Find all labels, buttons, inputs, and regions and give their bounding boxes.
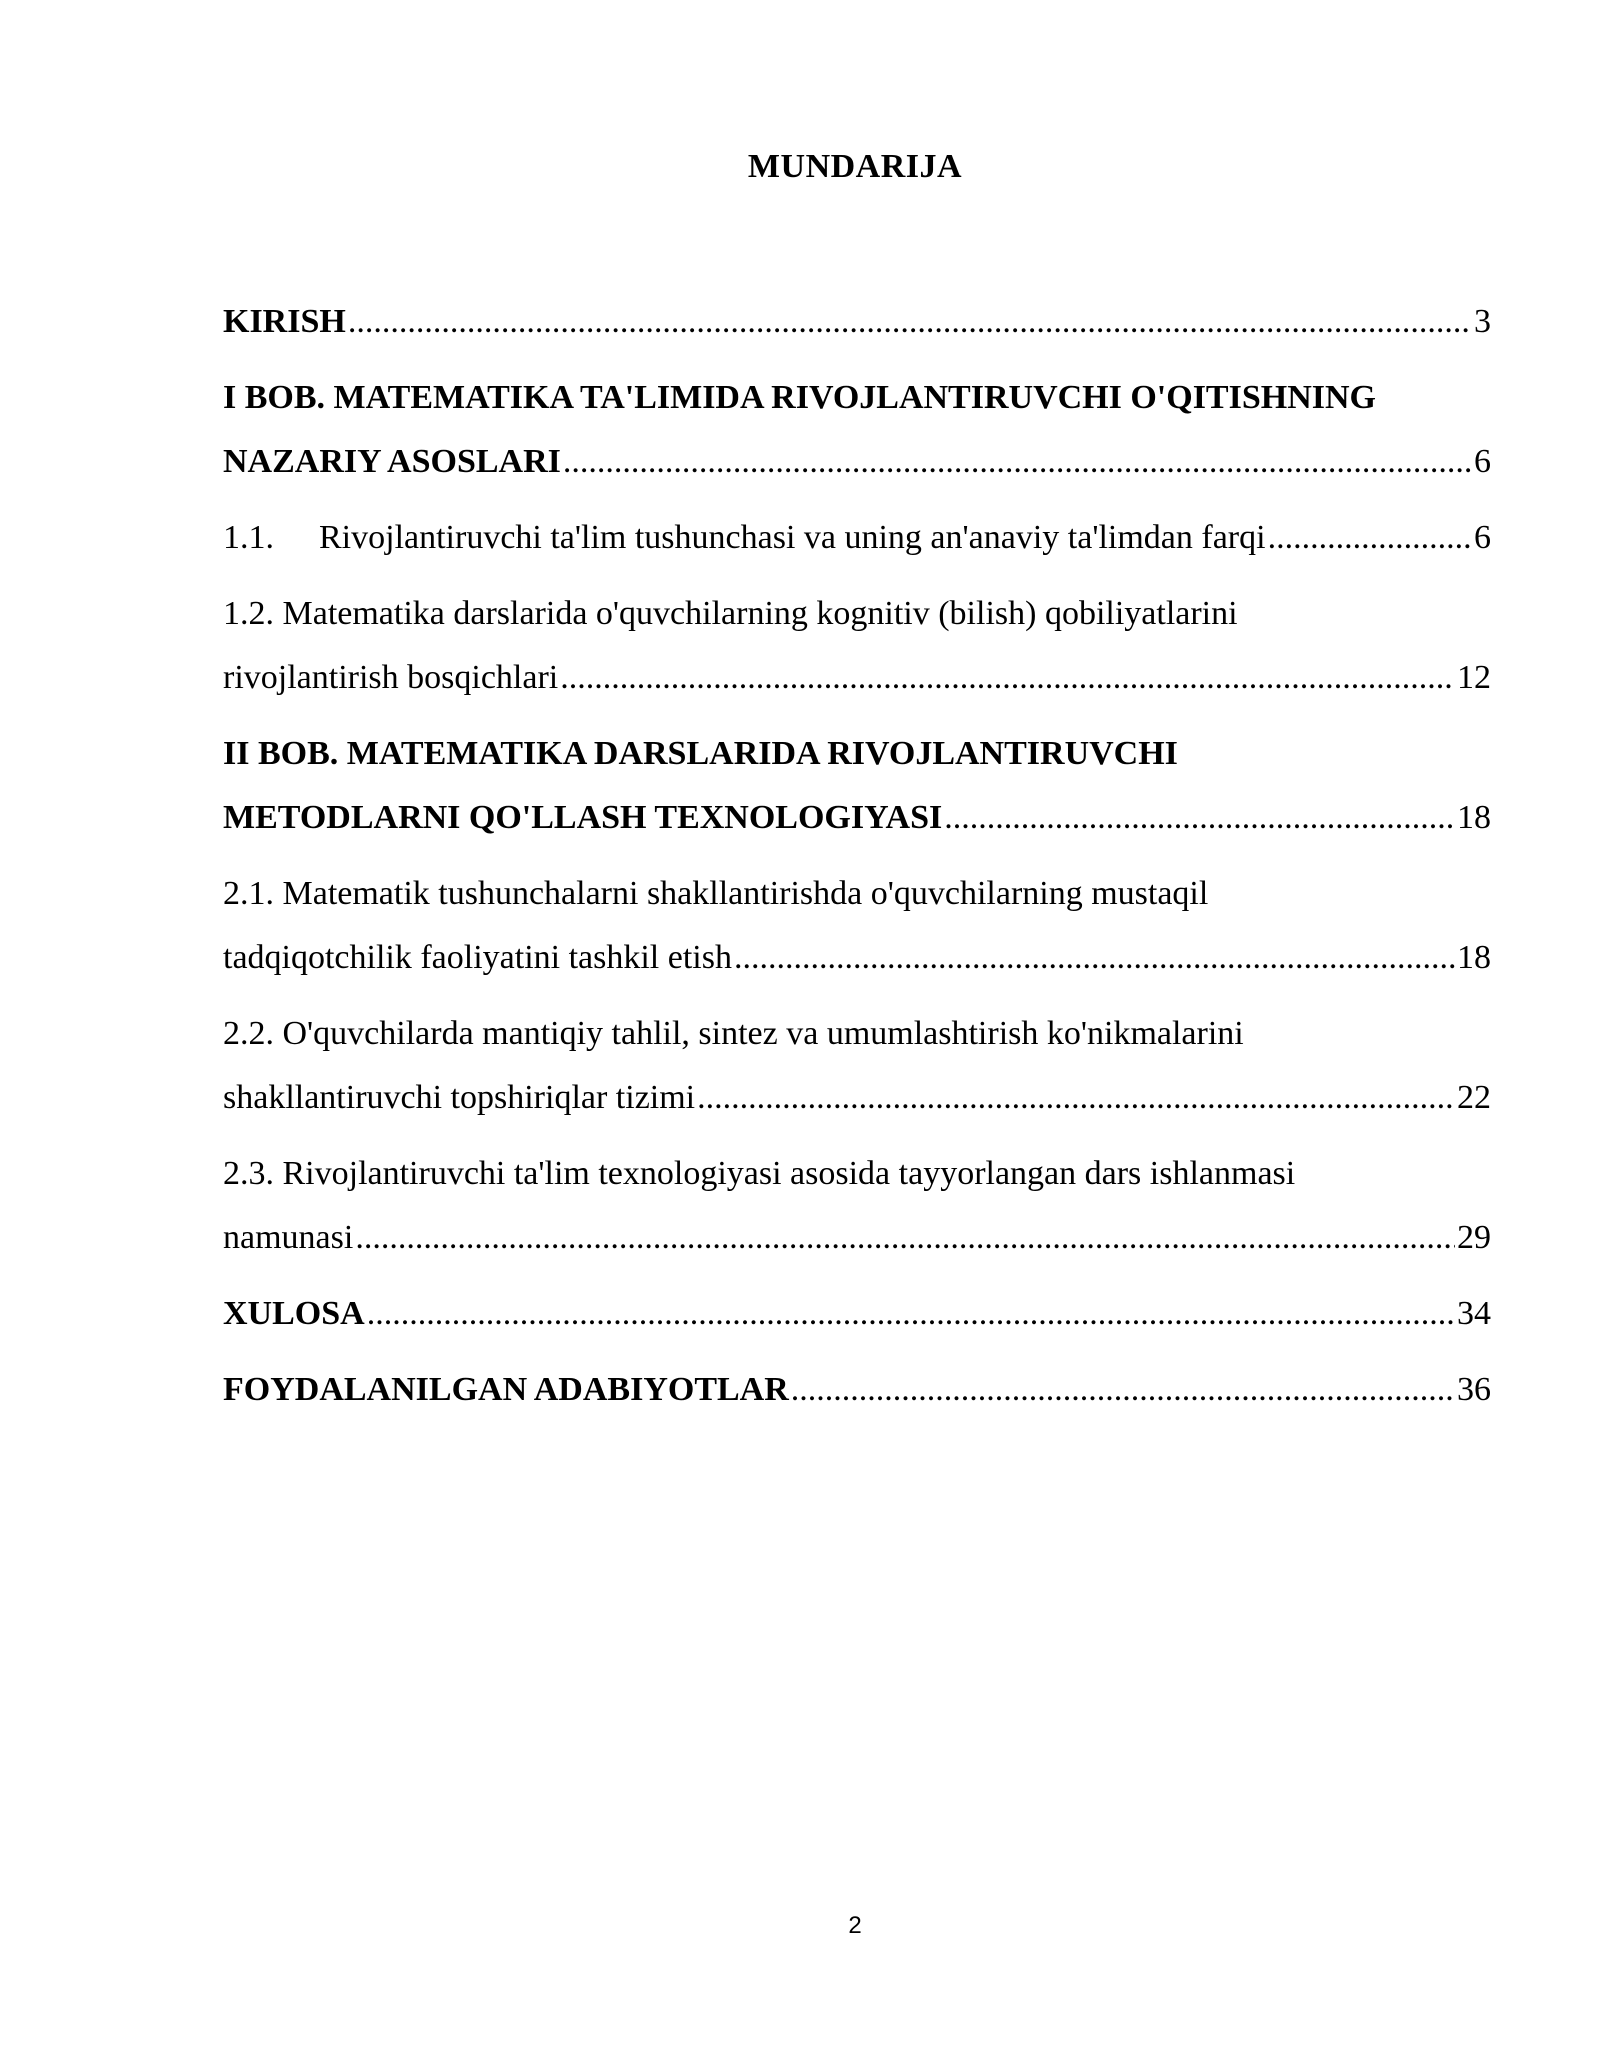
toc-page-number: 12 xyxy=(1457,659,1491,696)
toc-entry-label-line-1: 2.3. Rivojlantiruvchi ta'lim texnologiyasi asosida tayyorlangan dars ishlanmasi xyxy=(223,1155,1296,1192)
toc-entry-chapter-1[interactable] xyxy=(223,366,1491,494)
toc-entry-section-1-2[interactable] xyxy=(223,582,1491,710)
toc-entry-xulosa[interactable] xyxy=(223,1282,1491,1346)
toc-entry-section-1-1[interactable] xyxy=(223,506,1491,570)
toc-page-number: 3 xyxy=(1474,303,1491,340)
dot-leader xyxy=(355,1206,1455,1270)
toc-entry-label-line-1: 2.1. Matematik tushunchalarni shakllantirishda o'quvchilarning mustaqil xyxy=(223,875,1209,912)
dot-leader xyxy=(697,1066,1455,1130)
toc-entry-label-line-2: namunasi xyxy=(223,1219,354,1256)
toc-page-number: 18 xyxy=(1457,799,1491,836)
toc-entry-label: KIRISH xyxy=(223,303,346,340)
dot-leader xyxy=(944,786,1455,850)
toc-entry-label-line-2: rivojlantirish bosqichlari xyxy=(223,659,559,696)
toc-section-number: 1.1. xyxy=(223,519,274,556)
toc-entry-label-line-1: 2.2. O'quvchilarda mantiqiy tahlil, sintez va umumlashtirish ko'nikmalarini xyxy=(223,1015,1244,1052)
toc-page-number: 6 xyxy=(1474,519,1491,556)
toc-page-number: 36 xyxy=(1457,1371,1491,1408)
dot-leader xyxy=(563,430,1472,494)
dot-leader xyxy=(348,290,1472,354)
table-of-contents xyxy=(223,290,1491,1422)
toc-entry-label-line-2: METODLARNI QO'LLASH TEXNOLOGIYASI xyxy=(223,799,943,836)
toc-page-number: 34 xyxy=(1457,1295,1491,1332)
dot-leader xyxy=(734,926,1455,990)
toc-entry-label-line-1: I BOB. MATEMATIKA TA'LIMIDA RIVOJLANTIRUVCHI O'QITISHNING xyxy=(223,379,1376,416)
toc-entry-label-line-1: II BOB. MATEMATIKA DARSLARIDA RIVOJLANTIRUVCHI xyxy=(223,735,1178,772)
toc-entry-label-line-2: tadqiqotchilik faoliyatini tashkil etish xyxy=(223,939,732,976)
toc-entry-label-line-2: shakllantiruvchi topshiriqlar tizimi xyxy=(223,1079,696,1116)
toc-entry-adabiyotlar[interactable] xyxy=(223,1358,1491,1422)
toc-entry-section-2-1[interactable] xyxy=(223,862,1491,990)
dot-leader xyxy=(791,1358,1455,1422)
toc-entry-label: XULOSA xyxy=(223,1295,365,1332)
toc-entry-kirish[interactable] xyxy=(223,290,1491,354)
dot-leader xyxy=(560,646,1455,710)
toc-entry-label-line-2: NAZARIY ASOSLARI xyxy=(223,443,561,480)
toc-page-number: 22 xyxy=(1457,1079,1491,1116)
toc-page-number: 29 xyxy=(1457,1219,1491,1256)
page-title: MUNDARIJA xyxy=(747,148,963,185)
toc-page-number: 18 xyxy=(1457,939,1491,976)
toc-entry-label: FOYDALANILGAN ADABIYOTLAR xyxy=(223,1371,789,1408)
toc-entry-section-2-3[interactable] xyxy=(223,1142,1491,1270)
toc-entry-label: Rivojlantiruvchi ta'lim tushunchasi va uning an'anaviy ta'limdan farqi xyxy=(319,519,1266,556)
toc-entry-chapter-2[interactable] xyxy=(223,722,1491,850)
toc-entry-section-2-2[interactable] xyxy=(223,1002,1491,1130)
page-number: 2 xyxy=(848,1912,862,1939)
toc-page-number: 6 xyxy=(1474,443,1491,480)
toc-entry-label-line-1: 1.2. Matematika darslarida o'quvchilarning kognitiv (bilish) qobiliyatlarini xyxy=(223,595,1238,632)
dot-leader xyxy=(1268,506,1472,570)
dot-leader xyxy=(367,1282,1455,1346)
